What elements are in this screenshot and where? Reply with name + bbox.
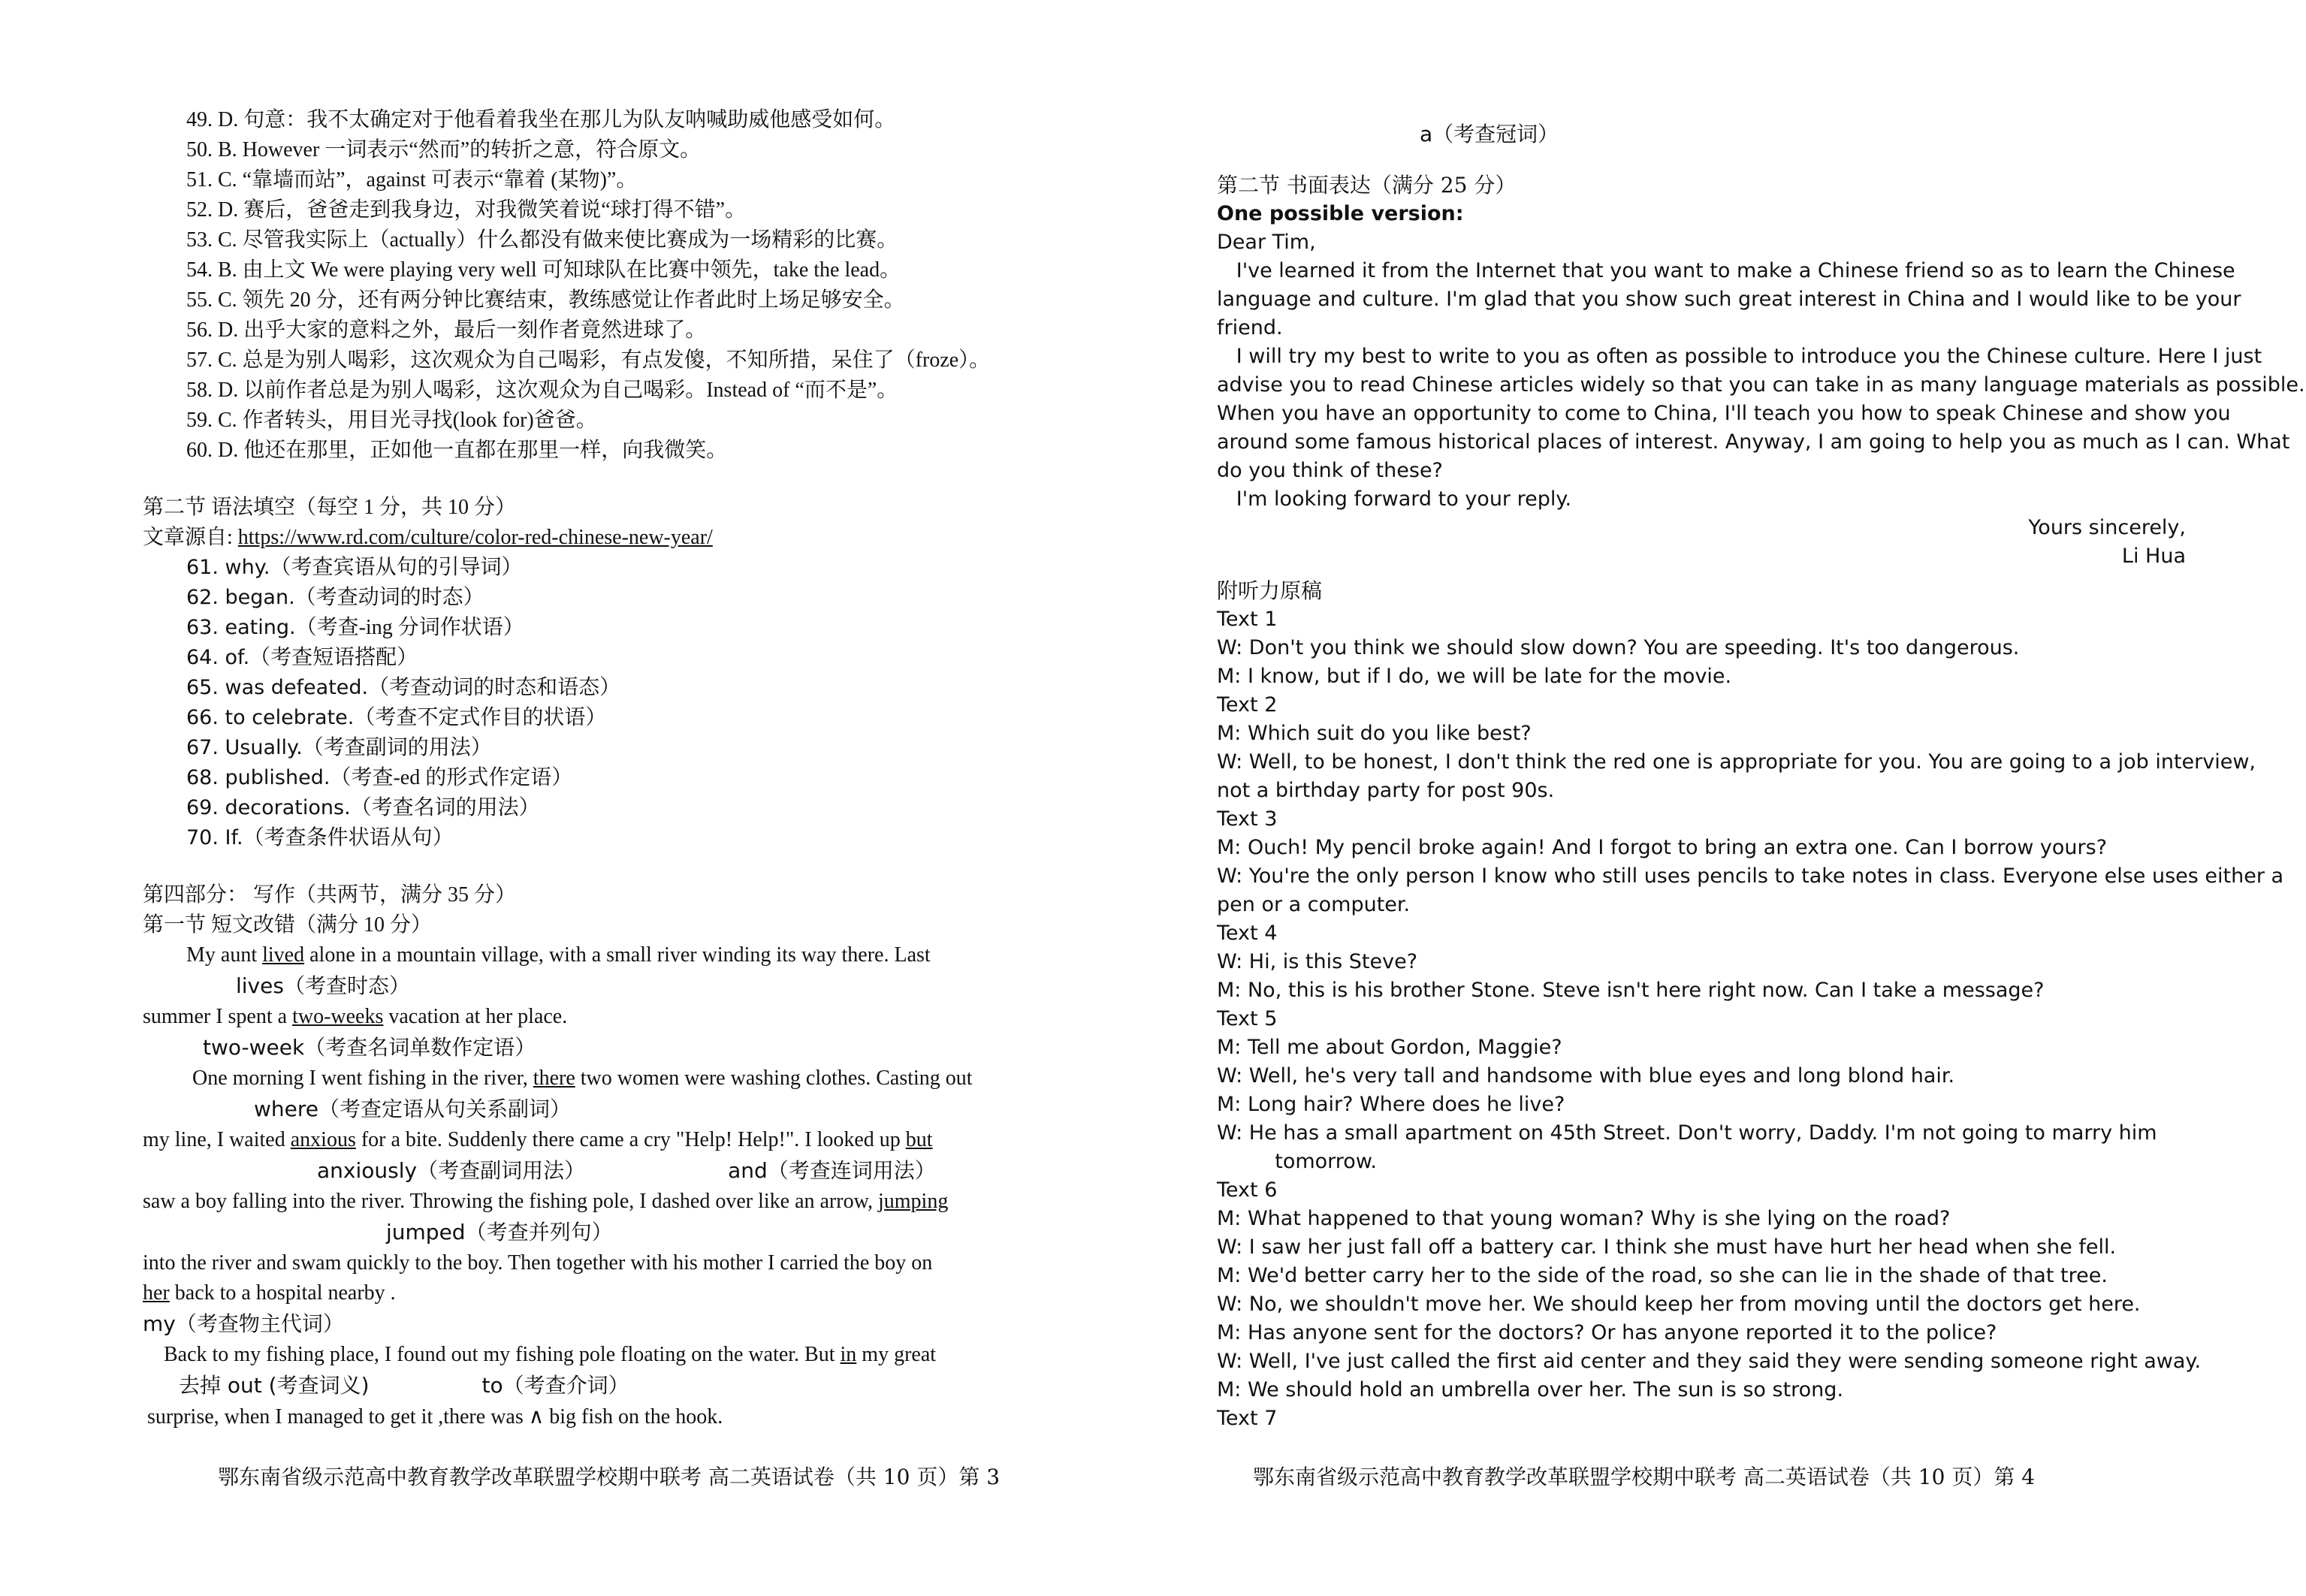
grammar-answer <box>143 553 1119 583</box>
letter-line: I will try my best to write to you as often as possible to introduce you the Chinese culture. Here I just <box>1217 345 2262 368</box>
transcript-line: M: Has anyone sent for the doctors? Or has anyone reported it to the police? <box>1217 1321 1997 1344</box>
listening-transcript <box>1217 605 2284 1433</box>
answer-line: 58. D. 以前作者总是为别人喝彩，这次观众为自己喝彩。Instead of “而不是”。 <box>186 379 898 402</box>
transcript-line: M: What happened to that young woman? Why is she lying on the road? <box>1217 1207 1951 1230</box>
transcript-line: Text 1 <box>1217 608 1278 631</box>
grammar-answer <box>143 793 1119 823</box>
letter-line: language and culture. I'm glad that you show such great interest in China and I would like to be your <box>1217 288 2241 311</box>
grammar-answer-note: （考查-ing 分词作状语） <box>295 616 524 639</box>
answer-line: 56. D. 出乎大家的意料之外，最后一刻作者竟然进球了。 <box>186 318 707 342</box>
part4-title: 第四部分： 写作（共两节，满分 35 分） <box>143 883 517 907</box>
source-line <box>143 523 1119 553</box>
answer-line: 53. C. 尽管我实际上（actually）什么都没有做来使比赛成为一场精彩的比赛。 <box>186 228 898 252</box>
grammar-answer <box>143 703 1119 733</box>
grammar-answer-word: 62. began. <box>186 586 295 609</box>
transcript-line: M: Long hair? Where does he live? <box>1217 1093 1565 1116</box>
transcript-line: W: He has a small apartment on 45th Street. Don't worry, Daddy. I'm not going to marry him <box>1217 1121 2157 1145</box>
transcript-line: W: Well, he's very tall and handsome with blue eyes and long blond hair. <box>1217 1064 1955 1088</box>
grammar-answer-note: （考查动词的时态） <box>294 586 484 609</box>
source-link[interactable]: https://www.rd.com/culture/color-red-chinese-new-year/ <box>237 526 713 549</box>
correction-line-6: into the river and swam quickly to the boy. Then together with his mother I carried the boy on <box>143 1251 933 1275</box>
correction-line-4: my line, I waited anxious for a bite. Suddenly there came a cry "Help! Help!". I looked up but <box>143 1128 933 1151</box>
transcript-line: W: Well, I've just called the first aid center and they said they were sending someone right away. <box>1217 1350 2202 1373</box>
grammar-answer <box>143 823 1119 853</box>
insert-caret-icon: ∧ <box>528 1404 545 1429</box>
letter-line: do you think of these? <box>1217 459 1443 482</box>
letter-paragraph-1 <box>1217 257 2241 342</box>
correction-line-5: saw a boy falling into the river. Throwing the fishing pole, I dashed over like an arrow, jumping <box>143 1190 949 1213</box>
left-page <box>143 105 1119 1432</box>
transcript-line: M: No, this is his brother Stone. Steve isn't here right now. Can I take a message? <box>1217 979 2045 1002</box>
transcript-line: Text 4 <box>1217 922 1278 945</box>
grammar-answer-word: 65. was defeated. <box>186 676 369 699</box>
answer-line: 52. D. 赛后，爸爸走到我身边，对我微笑着说“球打得不错”。 <box>186 198 747 222</box>
source-label: 文章源自: <box>143 526 238 549</box>
grammar-answer-word: 66. to celebrate. <box>186 706 355 729</box>
grammar-answer-note: （考查不定式作目的状语） <box>354 706 607 729</box>
grammar-answer-list <box>143 553 1119 853</box>
letter-line: When you have an opportunity to come to China, I'll teach you how to speak Chinese and show you <box>1217 402 2231 425</box>
correction-line-1: My aunt lived alone in a mountain village, with a small river winding its way there. Last <box>186 943 931 967</box>
grammar-answer-word: 67. Usually. <box>186 736 303 759</box>
grammar-answer-word: 68. published. <box>186 766 331 789</box>
grammar-answer <box>143 673 1119 703</box>
transcript-line: M: We should hold an umbrella over her. The sun is so strong. <box>1217 1378 1844 1401</box>
article-note: a（考查冠词） <box>1420 122 1559 146</box>
answer-list <box>143 105 1119 466</box>
grammar-answer <box>143 613 1119 643</box>
grammar-answer-note: （考查条件状语从句） <box>243 826 454 849</box>
transcript-line: M: Tell me about Gordon, Maggie? <box>1217 1036 1562 1059</box>
transcript-line: M: Which suit do you like best? <box>1217 722 1532 745</box>
answer-line: 59. C. 作者转头，用目光寻找(look for)爸爸。 <box>186 409 597 432</box>
correction-line-7: her back to a hospital nearby . <box>143 1281 396 1305</box>
correction-note-4: anxiously（考查副词用法） and（考查连词用法） <box>317 1158 936 1183</box>
letter-line: around some famous historical places of interest. Anyway, I am going to help you as much as I can. What <box>1217 430 2290 454</box>
transcript-line: M: I know, but if I do, we will be late for the movie. <box>1217 665 1732 688</box>
letter-closing: Yours sincerely, <box>2028 516 2186 539</box>
correction-line-9: surprise, when I managed to get it ,there was ∧ big fish on the hook. <box>143 1401 1119 1432</box>
grammar-answer <box>143 733 1119 763</box>
answer-line: 50. B. However 一词表示“然而”的转折之意，符合原文。 <box>186 138 702 161</box>
grammar-answer-note: （考查短语搭配） <box>249 646 418 669</box>
grammar-answer-note: （考查-ed 的形式作定语） <box>330 766 573 789</box>
transcript-line: pen or a computer. <box>1217 893 1411 916</box>
correction-note-3: where（考查定语从句关系副词） <box>254 1097 571 1121</box>
section-writing-title: 第二节 书面表达（满分 25 分） <box>1217 173 1517 198</box>
section-grammar-title: 第二节 语法填空（每空 1 分，共 10 分） <box>143 496 517 519</box>
correction-line-2: summer I spent a two-weeks vacation at her place. <box>143 1005 568 1028</box>
transcript-line: W: No, we shouldn't move her. We should keep her from moving until the doctors get here. <box>1217 1293 2141 1316</box>
transcript-line: not a birthday party for post 90s. <box>1217 779 1555 802</box>
correction-note-5: jumped（考查并列句） <box>386 1220 613 1245</box>
letter-salutation: Dear Tim, <box>1217 231 1316 254</box>
grammar-answer-word: 70. If. <box>186 826 243 849</box>
correction-passage <box>143 940 1119 1432</box>
version-heading: One possible version: <box>1217 202 1464 225</box>
correction-line-8: Back to my fishing place, I found out my fishing pole floating on the water. But in my great <box>164 1343 937 1366</box>
section-correction-title: 第一节 短文改错（满分 10 分） <box>143 913 433 937</box>
transcript-line: Text 5 <box>1217 1007 1278 1030</box>
grammar-answer <box>143 763 1119 793</box>
transcript-line: M: Ouch! My pencil broke again! And I forgot to bring an extra one. Can I borrow yours? <box>1217 836 2108 859</box>
letter-line: advise you to read Chinese articles widely so that you can take in as many language materials as possible. <box>1217 373 2305 397</box>
correction-note-8: 去掉 out (考查词义) to（考查介词） <box>179 1373 629 1398</box>
transcript-line: tomorrow. <box>1217 1150 1378 1173</box>
letter-signature: Li Hua <box>2121 545 2186 568</box>
answer-line: 54. B. 由上文 We were playing very well 可知球队在比赛中领先，take the lead。 <box>186 258 901 282</box>
correction-note-2: two-week（考查名词单数作定语） <box>203 1035 536 1060</box>
right-page-footer: 鄂东南省级示范高中教育教学改革联盟学校期中联考 高二英语试卷（共 10 页）第 4 <box>1253 1465 2036 1489</box>
transcript-line: W: Don't you think we should slow down? You are speeding. It's too dangerous. <box>1217 636 2020 659</box>
grammar-answer-word: 69. decorations. <box>186 796 351 819</box>
transcript-line: W: You're the only person I know who still uses pencils to take notes in class. Everyone else uses either a <box>1217 864 2284 888</box>
transcript-line: M: We'd better carry her to the side of the road, so she can lie in the shade of that tree. <box>1217 1264 2108 1287</box>
transcript-line: Text 7 <box>1217 1407 1278 1430</box>
grammar-answer-note: （考查宾语从句的引导词） <box>270 556 523 579</box>
left-page-footer: 鄂东南省级示范高中教育教学改革联盟学校期中联考 高二英语试卷（共 10 页）第 3 <box>218 1465 1001 1489</box>
grammar-answer <box>143 643 1119 673</box>
grammar-answer-word: 64. of. <box>186 646 250 669</box>
letter-paragraph-3: I'm looking forward to your reply. <box>1217 487 1572 511</box>
transcript-line: W: Well, to be honest, I don't think the red one is appropriate for you. You are going to a job interview, <box>1217 750 2256 774</box>
correction-note-7: my（考查物主代词） <box>143 1311 344 1336</box>
grammar-answer-note: （考查名词的用法） <box>350 796 540 819</box>
answer-line: 57. C. 总是为别人喝彩，这次观众为自己喝彩，有点发傻，不知所措，呆住了（froze）。 <box>186 348 991 372</box>
grammar-answer-note: （考查动词的时态和语态） <box>368 676 621 699</box>
letter-paragraph-2 <box>1217 342 2305 485</box>
answer-line: 60. D. 他还在那里，正如他一直都在那里一样，向我微笑。 <box>186 439 728 462</box>
letter-line: I've learned it from the Internet that you want to make a Chinese friend so as to learn the Chinese <box>1217 259 2235 282</box>
transcript-line: W: I saw her just fall off a battery car. I think she must have hurt her head when she fell. <box>1217 1235 2117 1259</box>
right-page <box>1217 120 2305 1433</box>
grammar-answer-note: （考查副词的用法） <box>302 736 492 759</box>
answer-line: 51. C. “靠墙而站”，against 可表示“靠着 (某物)”。 <box>186 168 638 192</box>
correction-line-3: One morning I went fishing in the river, there two women were washing clothes. Casting out <box>192 1067 973 1090</box>
grammar-answer <box>143 583 1119 613</box>
grammar-answer-word: 61. why. <box>186 556 270 579</box>
transcript-line: Text 3 <box>1217 807 1278 831</box>
transcript-line: Text 2 <box>1217 693 1278 717</box>
answer-line: 55. C. 领先 20 分，还有两分钟比赛结束，教练感觉让作者此时上场足够安全。 <box>186 288 905 312</box>
correction-note-1: lives（考查时态） <box>236 973 410 998</box>
letter-line: friend. <box>1217 316 1283 339</box>
answer-line: 49. D. 句意：我不太确定对于他看着我坐在那儿为队友呐喊助威他感受如何。 <box>186 108 896 131</box>
grammar-answer-word: 63. eating. <box>186 616 296 639</box>
transcript-line: W: Hi, is this Steve? <box>1217 950 1418 973</box>
transcript-line: Text 6 <box>1217 1178 1278 1202</box>
listening-title: 附听力原稿 <box>1217 578 1323 603</box>
